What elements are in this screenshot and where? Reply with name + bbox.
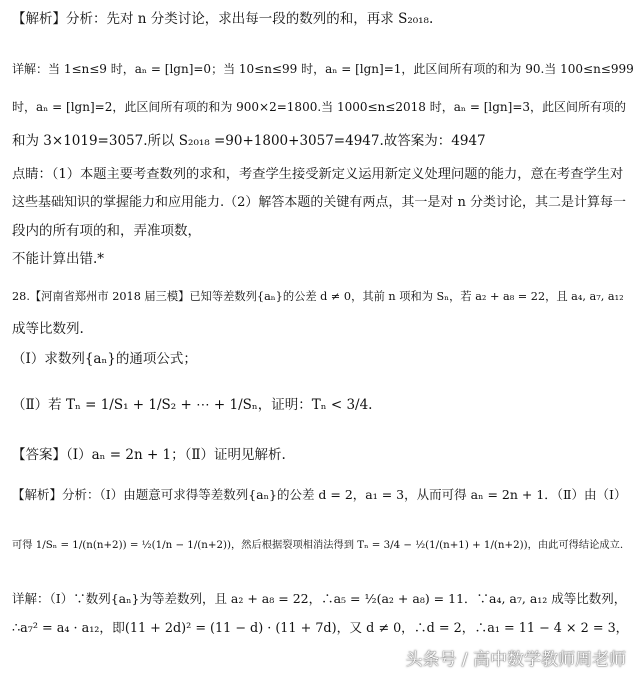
analysis-line-3: 时，aₙ = [lgn]=2，此区间所有项的和为 900×2=1800.当 1000≤n≤2018 时，aₙ = [lgn]=3，此区间所有项的 xyxy=(12,100,627,114)
problem-statement-cont: 成等比数列. xyxy=(12,321,84,337)
problem-statement: 28.【河南省郑州市 2018 届三模】已知等差数列{aₙ}的公差 d ≠ 0，其前 n 项和为 Sₙ，若 a₂ + a₈ = 22，且 a₄, a₇, a₁₂ xyxy=(12,290,624,303)
analysis2-line-3: 详解：（Ⅰ）∵数列{aₙ}为等差数列，且 a₂ + a₈ = 22，∴a₅ = ½(a₂ + a₈) = 11．∵a₄, a₇, a₁₂ 成等比数列， xyxy=(12,591,627,606)
problem-part-1: （Ⅰ）求数列{aₙ}的通项公式； xyxy=(12,351,197,367)
analysis2-line-1: 【解析】分析：（Ⅰ）由题意可求得等差数列{aₙ}的公差 d = 2，a₁ = 3，从而可得 aₙ = 2n + 1．（Ⅱ）由（Ⅰ） xyxy=(12,487,627,502)
analysis2-line-2: 可得 1/Sₙ = 1/(n(n+2)) = ½(1/n − 1/(n+2))，然后根据裂项相消法得到 Tₙ = 3/4 − ½(1/(n+1) + 1/(n+2))，由此可得结论成立. xyxy=(12,539,624,551)
problem-part-2: （Ⅱ）若 Tₙ = 1/S₁ + 1/S₂ + ⋯ + 1/Sₙ，证明：Tₙ < 3/4. xyxy=(12,397,373,413)
analysis-line-4: 和为 3×1019=3057.所以 S₂₀₁₈ =90+1800+3057=4947.故答案为：4947 xyxy=(12,133,486,149)
analysis-line-1: 【解析】分析：先对 n 分类讨论，求出每一段的数列的和，再求 S₂₀₁₈. xyxy=(12,11,434,27)
comment-line-3: 段内的所有项的和，弄准项数， xyxy=(12,223,201,239)
answer-line: 【答案】（Ⅰ）aₙ = 2n + 1；（Ⅱ）证明见解析. xyxy=(12,447,286,463)
analysis2-line-4: ∴a₇² = a₄ · a₁₂，即(11 + 2d)² = (11 − d) · (11 + 7d)，又 d ≠ 0，∴d = 2，∴a₁ = 11 − 4 × 2 = 3， xyxy=(12,621,629,636)
comment-line-2: 这些基础知识的掌握能力和应用能力.（2）解答本题的关键有两点，其一是对 n 分类讨论，其二是计算每一 xyxy=(12,195,627,210)
analysis-line-2: 详解：当 1≤n≤9 时，aₙ = [lgn]=0；当 10≤n≤99 时，aₙ = [lgn]=1，此区间所有项的和为 90.当 100≤n≤999 xyxy=(12,62,634,76)
comment-line-4: 不能计算出错.* xyxy=(12,251,105,267)
comment-line-1: 点睛：（1）本题主要考查数列的求和，考查学生接受新定义运用新定义处理问题的能力，意在考查学生对 xyxy=(12,167,624,182)
watermark: 头条号 / 高中数学教师周老师 xyxy=(405,650,626,670)
